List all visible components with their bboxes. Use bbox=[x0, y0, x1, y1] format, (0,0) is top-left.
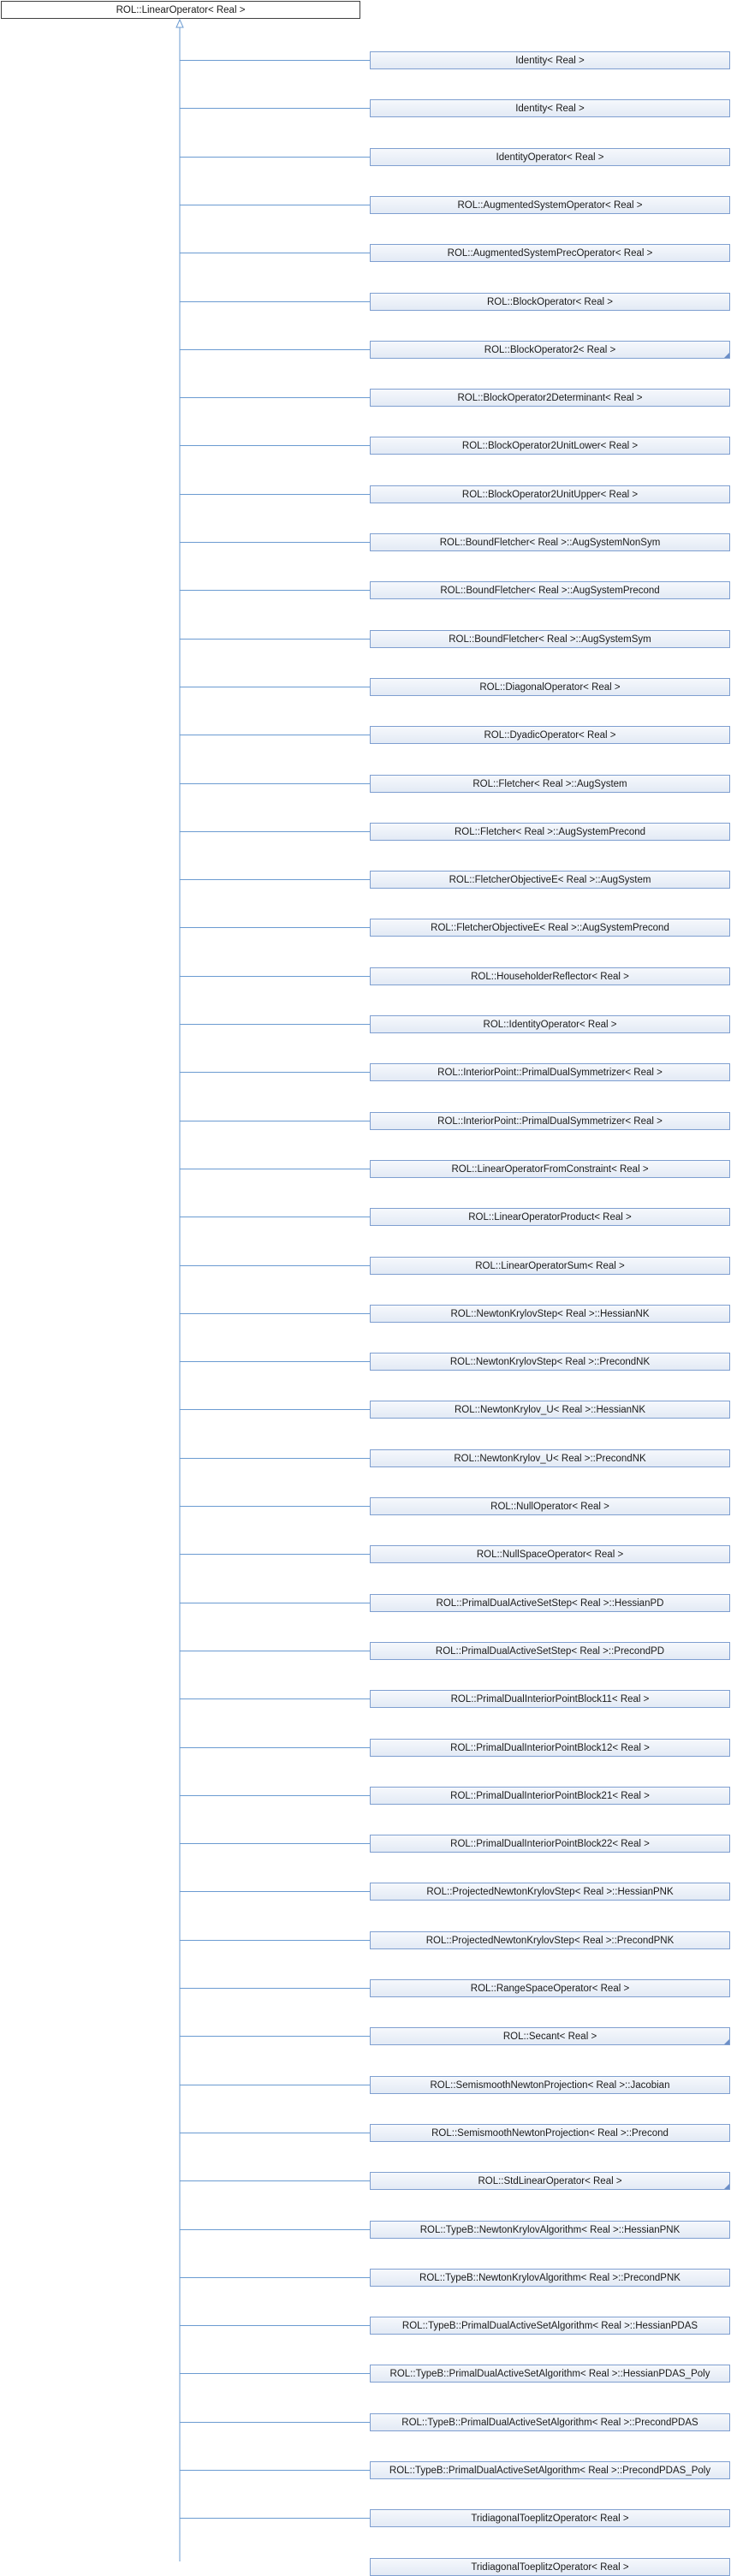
derived-class-node[interactable] bbox=[370, 2124, 730, 2142]
derived-class-label: ROL::FletcherObjectiveE< Real >::AugSystemPrecond bbox=[431, 922, 669, 933]
derived-class-label: ROL::DiagonalOperator< Real > bbox=[479, 681, 621, 693]
derived-class-node[interactable] bbox=[370, 775, 730, 793]
derived-class-label: ROL::BlockOperator< Real > bbox=[486, 296, 613, 307]
derived-class-node[interactable] bbox=[370, 2076, 730, 2094]
derived-class-label: ROL::Fletcher< Real >::AugSystemPrecond bbox=[454, 826, 646, 837]
derived-class-node[interactable] bbox=[370, 1497, 730, 1515]
derived-class-label: ROL::ProjectedNewtonKrylovStep< Real >::HessianPNK bbox=[426, 1886, 674, 1897]
derived-class-node[interactable] bbox=[370, 1739, 730, 1757]
derived-class-label: TridiagonalToeplitzOperator< Real > bbox=[471, 2561, 629, 2573]
derived-class-node[interactable] bbox=[370, 871, 730, 889]
derived-class-node[interactable] bbox=[370, 1642, 730, 1660]
derived-class-node[interactable] bbox=[370, 2461, 730, 2479]
derived-class-node[interactable] bbox=[370, 1257, 730, 1275]
derived-class-label: ROL::TypeB::PrimalDualActiveSetAlgorithm< Real >::HessianPDAS_Poly bbox=[389, 2368, 710, 2379]
derived-class-label: ROL::NewtonKrylovStep< Real >::PrecondNK bbox=[449, 1356, 651, 1367]
derived-class-label: Identity< Real > bbox=[515, 103, 585, 114]
derived-class-node[interactable] bbox=[370, 2365, 730, 2383]
derived-class-node[interactable] bbox=[370, 1883, 730, 1901]
derived-class-node[interactable] bbox=[370, 1112, 730, 1130]
derived-class-label: ROL::Fletcher< Real >::AugSystem bbox=[472, 778, 627, 789]
derived-class-node[interactable] bbox=[370, 1979, 730, 1997]
derived-class-node[interactable] bbox=[370, 2027, 730, 2045]
derived-class-label: ROL::NewtonKrylov_U< Real >::PrecondNK bbox=[454, 1453, 646, 1464]
derived-class-label: ROL::TypeB::PrimalDualActiveSetAlgorithm< Real >::PrecondPDAS bbox=[401, 2417, 698, 2428]
derived-class-label: TridiagonalToeplitzOperator< Real > bbox=[471, 2513, 629, 2524]
root-class-node[interactable] bbox=[1, 1, 360, 19]
derived-class-label: Identity< Real > bbox=[515, 55, 585, 66]
derived-class-node[interactable] bbox=[370, 581, 730, 599]
derived-class-node[interactable] bbox=[370, 2413, 730, 2431]
derived-class-label: ROL::SemismoothNewtonProjection< Real >::Precond bbox=[431, 2127, 669, 2139]
derived-class-label: ROL::IdentityOperator< Real > bbox=[483, 1019, 617, 1030]
derived-class-label: ROL::TypeB::PrimalDualActiveSetAlgorithm< Real >::HessianPDAS bbox=[401, 2320, 698, 2331]
derived-class-label: ROL::SemismoothNewtonProjection< Real >::Jacobian bbox=[430, 2079, 670, 2091]
derived-class-node[interactable] bbox=[370, 2269, 730, 2287]
collapsed-subclasses-marker bbox=[724, 2184, 729, 2189]
derived-class-label: ROL::InteriorPoint::PrimalDualSymmetrizer< Real > bbox=[437, 1067, 663, 1078]
derived-class-node[interactable] bbox=[370, 1690, 730, 1708]
derived-class-label: ROL::BoundFletcher< Real >::AugSystemNonSym bbox=[439, 537, 661, 548]
derived-class-node[interactable] bbox=[370, 1787, 730, 1805]
inheritance-arrowhead bbox=[176, 20, 183, 27]
derived-class-label: ROL::ProjectedNewtonKrylovStep< Real >::PrecondPNK bbox=[425, 1935, 675, 1946]
derived-class-node[interactable] bbox=[370, 2558, 730, 2576]
derived-class-node[interactable] bbox=[370, 196, 730, 214]
derived-class-label: ROL::PrimalDualActiveSetStep< Real >::PrecondPD bbox=[435, 1645, 665, 1657]
derived-class-node[interactable] bbox=[370, 148, 730, 166]
derived-class-node[interactable] bbox=[370, 485, 730, 503]
derived-class-node[interactable] bbox=[370, 2172, 730, 2190]
derived-class-node[interactable] bbox=[370, 630, 730, 648]
derived-class-label: ROL::StdLinearOperator< Real > bbox=[478, 2175, 622, 2186]
derived-class-label: ROL::BlockOperator2Determinant< Real > bbox=[457, 392, 643, 403]
derived-class-label: ROL::AugmentedSystemOperator< Real > bbox=[457, 199, 643, 211]
derived-class-label: ROL::PrimalDualInteriorPointBlock12< Real > bbox=[450, 1742, 650, 1753]
derived-class-label: ROL::AugmentedSystemPrecOperator< Real > bbox=[447, 247, 653, 259]
derived-class-label: ROL::PrimalDualInteriorPointBlock22< Real > bbox=[450, 1838, 650, 1849]
derived-class-node[interactable] bbox=[370, 726, 730, 744]
derived-class-label: ROL::NewtonKrylovStep< Real >::HessianNK bbox=[450, 1308, 650, 1319]
derived-class-node[interactable] bbox=[370, 1931, 730, 1949]
derived-class-node[interactable] bbox=[370, 51, 730, 69]
derived-class-label: ROL::BlockOperator2< Real > bbox=[484, 344, 616, 355]
derived-class-node[interactable] bbox=[370, 1063, 730, 1081]
derived-class-label: ROL::NewtonKrylov_U< Real >::HessianNK bbox=[454, 1404, 646, 1415]
collapsed-subclasses-marker bbox=[724, 2039, 729, 2044]
derived-class-node[interactable] bbox=[370, 99, 730, 117]
derived-class-node[interactable] bbox=[370, 2509, 730, 2527]
derived-class-label: ROL::BoundFletcher< Real >::AugSystemPrecond bbox=[440, 585, 660, 596]
derived-class-node[interactable] bbox=[370, 1353, 730, 1371]
derived-class-node[interactable] bbox=[370, 293, 730, 311]
derived-class-label: ROL::NullSpaceOperator< Real > bbox=[476, 1549, 624, 1560]
collapsed-subclasses-marker bbox=[724, 353, 729, 358]
derived-class-label: ROL::HouseholderReflector< Real > bbox=[471, 971, 629, 982]
derived-class-node[interactable] bbox=[370, 1594, 730, 1612]
derived-class-node[interactable] bbox=[370, 919, 730, 937]
derived-class-label: ROL::Secant< Real > bbox=[502, 2031, 597, 2042]
derived-class-node[interactable] bbox=[370, 1449, 730, 1467]
derived-class-label: ROL::FletcherObjectiveE< Real >::AugSystem bbox=[449, 874, 651, 885]
derived-class-label: ROL::NullOperator< Real > bbox=[490, 1501, 609, 1512]
derived-class-node[interactable] bbox=[370, 1545, 730, 1563]
derived-class-node[interactable] bbox=[370, 967, 730, 985]
derived-class-label: ROL::LinearOperatorSum< Real > bbox=[475, 1260, 625, 1271]
derived-class-node[interactable] bbox=[370, 1015, 730, 1033]
derived-class-label: ROL::DyadicOperator< Real > bbox=[484, 729, 616, 741]
derived-class-label: ROL::BlockOperator2UnitLower< Real > bbox=[461, 440, 639, 451]
derived-class-node[interactable] bbox=[370, 533, 730, 551]
derived-class-node[interactable] bbox=[370, 1160, 730, 1178]
derived-class-node[interactable] bbox=[370, 1401, 730, 1419]
derived-class-label: ROL::PrimalDualInteriorPointBlock11< Real > bbox=[450, 1693, 650, 1704]
derived-class-label: ROL::BoundFletcher< Real >::AugSystemSym bbox=[449, 634, 651, 645]
root-class-label: ROL::LinearOperator< Real > bbox=[116, 4, 246, 15]
derived-class-label: ROL::TypeB::NewtonKrylovAlgorithm< Real >::PrecondPNK bbox=[419, 2272, 680, 2283]
derived-class-label: ROL::RangeSpaceOperator< Real > bbox=[470, 1983, 630, 1994]
derived-class-node[interactable] bbox=[370, 1208, 730, 1226]
derived-class-label: ROL::TypeB::PrimalDualActiveSetAlgorithm< Real >::PrecondPDAS_Poly bbox=[389, 2465, 711, 2476]
derived-class-node[interactable] bbox=[370, 389, 730, 407]
derived-class-node[interactable] bbox=[370, 1835, 730, 1853]
derived-class-node[interactable] bbox=[370, 823, 730, 841]
derived-class-label: ROL::InteriorPoint::PrimalDualSymmetrizer< Real > bbox=[437, 1115, 663, 1127]
derived-class-label: ROL::PrimalDualActiveSetStep< Real >::HessianPD bbox=[436, 1597, 664, 1609]
derived-class-node[interactable] bbox=[370, 2317, 730, 2335]
derived-class-label: IdentityOperator< Real > bbox=[496, 152, 604, 163]
derived-class-label: ROL::TypeB::NewtonKrylovAlgorithm< Real >::HessianPNK bbox=[419, 2224, 680, 2235]
derived-class-label: ROL::PrimalDualInteriorPointBlock21< Real > bbox=[450, 1790, 650, 1801]
derived-class-node[interactable] bbox=[370, 1305, 730, 1323]
derived-class-node[interactable] bbox=[370, 244, 730, 262]
derived-class-node[interactable] bbox=[370, 437, 730, 455]
derived-class-node[interactable] bbox=[370, 678, 730, 696]
derived-class-label: ROL::LinearOperatorProduct< Real > bbox=[468, 1211, 632, 1223]
derived-class-label: ROL::BlockOperator2UnitUpper< Real > bbox=[461, 489, 639, 500]
derived-class-node[interactable] bbox=[370, 2221, 730, 2239]
derived-class-node[interactable] bbox=[370, 341, 730, 359]
derived-class-label: ROL::LinearOperatorFromConstraint< Real > bbox=[451, 1163, 649, 1175]
